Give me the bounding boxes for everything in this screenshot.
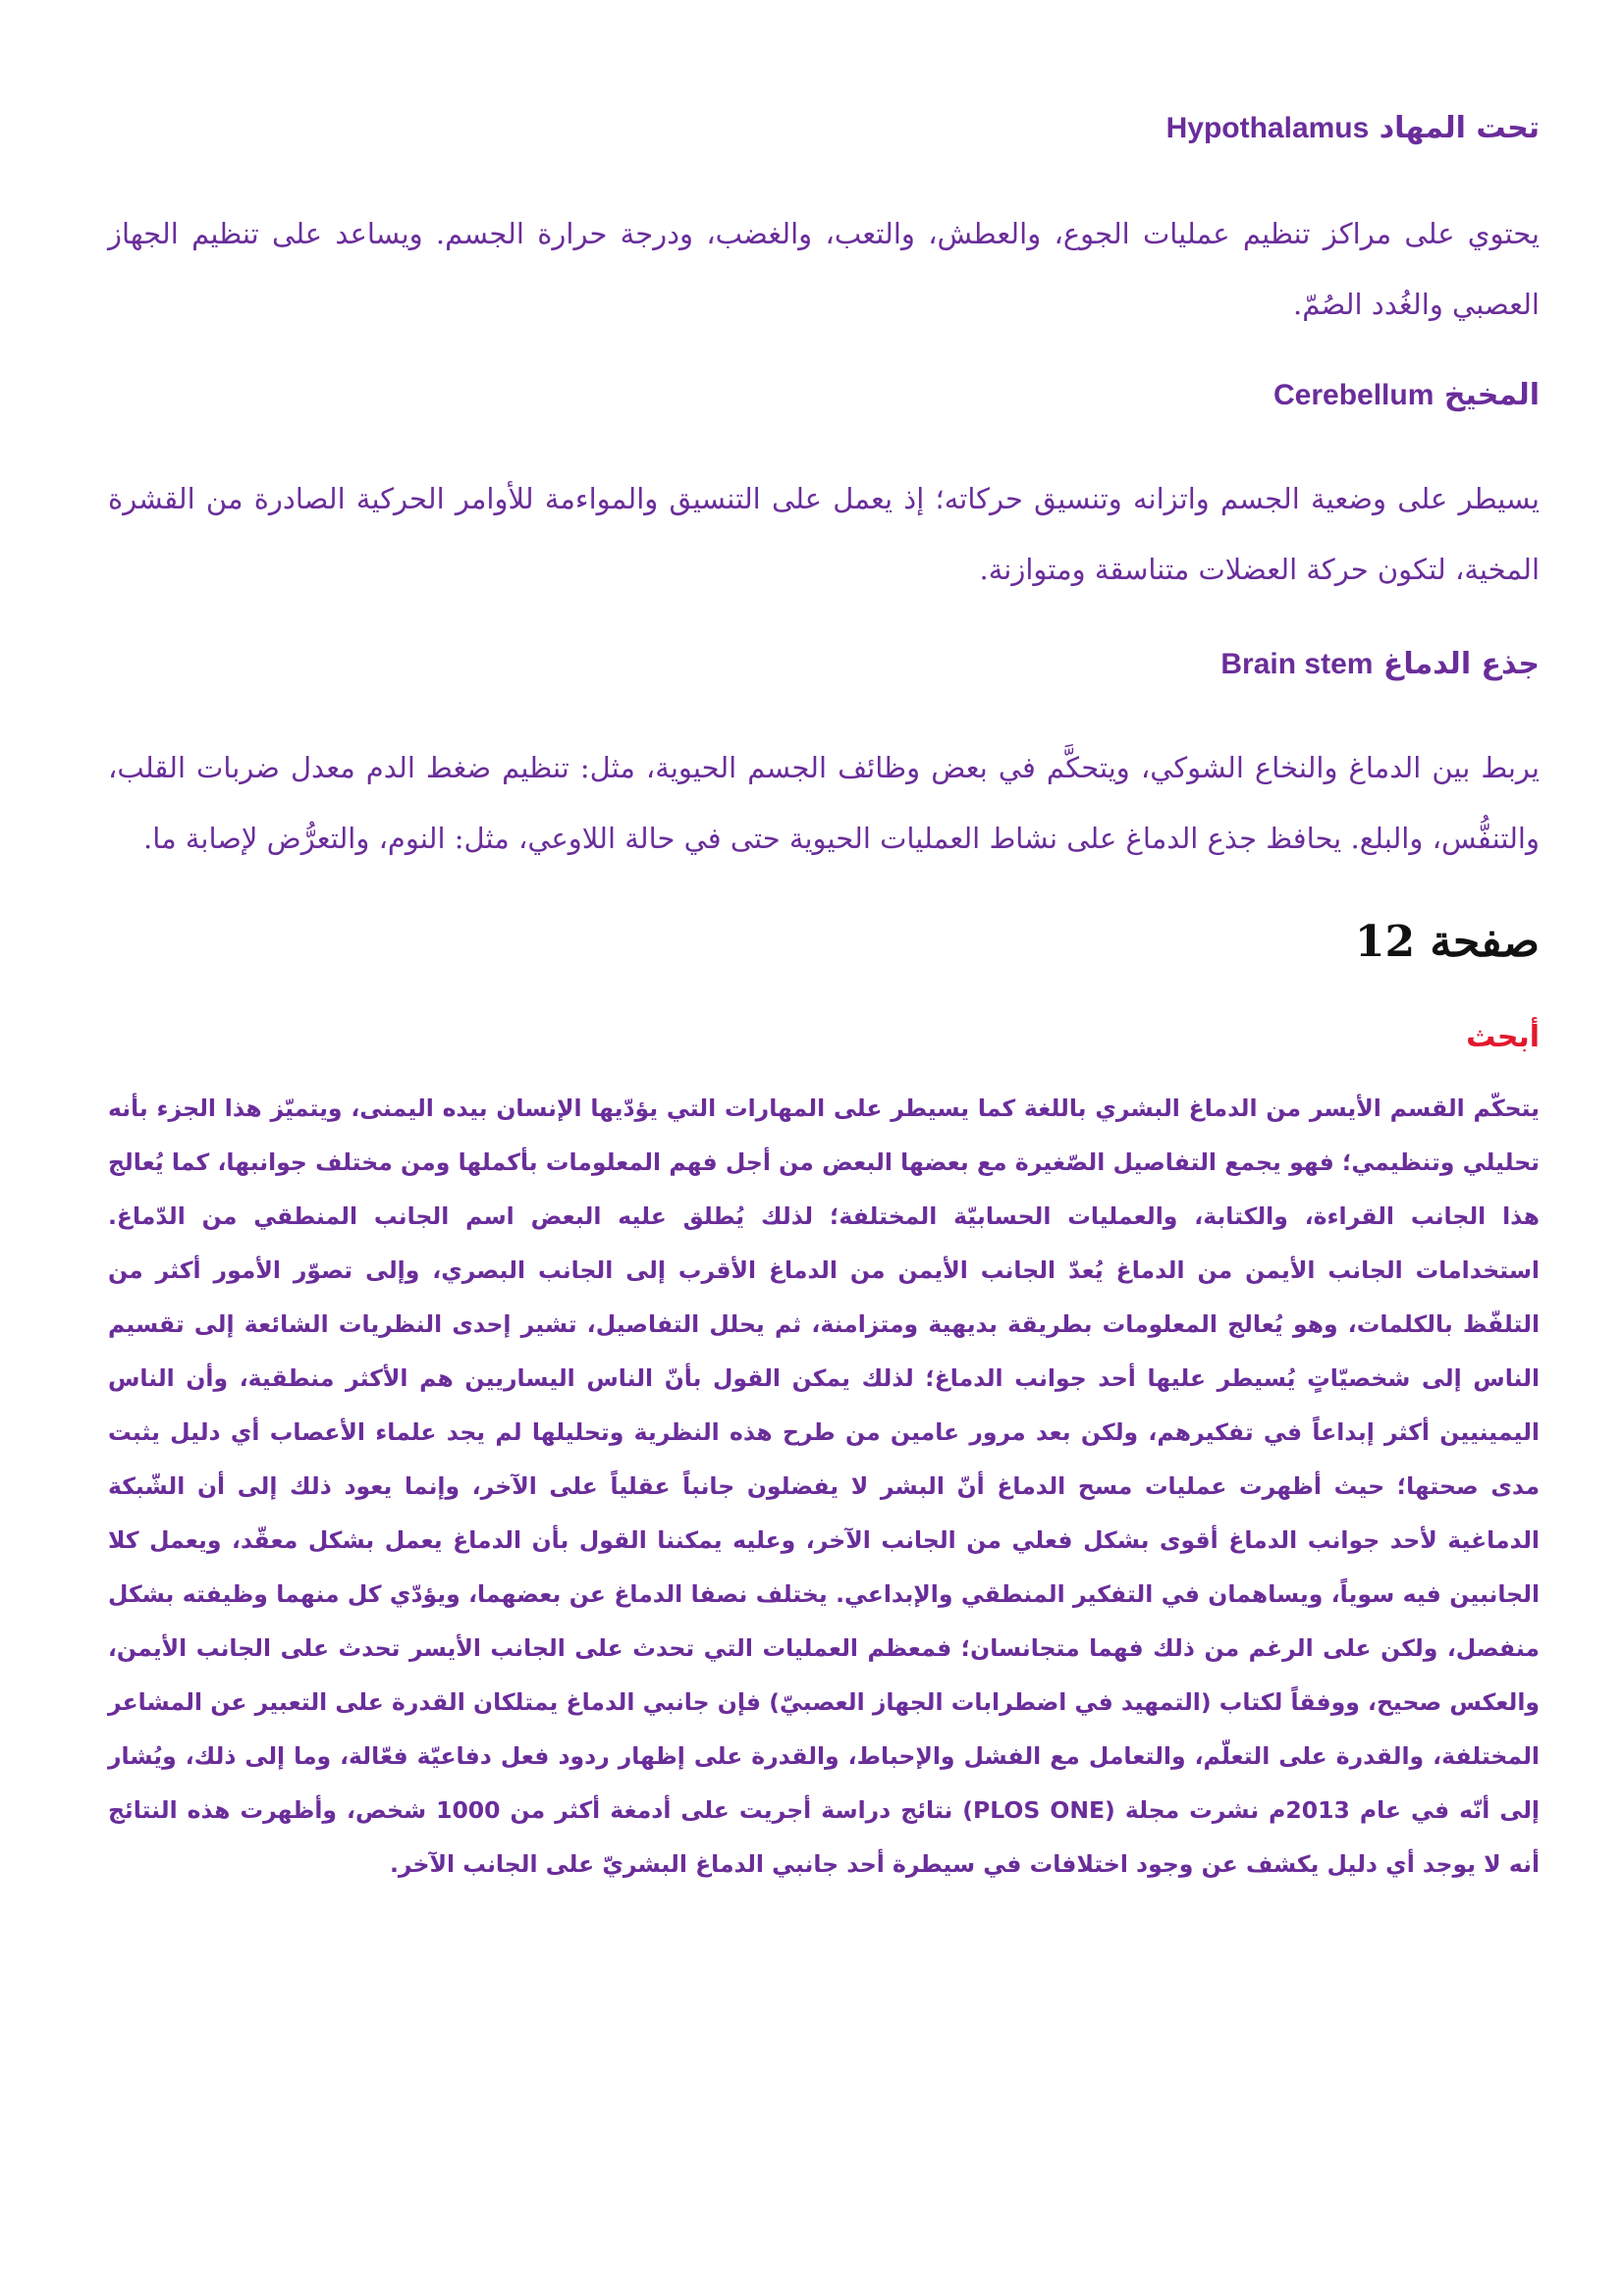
heading-english: Cerebellum [1273, 379, 1435, 411]
heading-english: Brain stem [1220, 648, 1374, 680]
research-body: يتحكّم القسم الأيسر من الدماغ البشري باللغة كما يسيطر على المهارات التي يؤدّيها الإنسان بيده اليمنى، ويتميّز هذا الجزء بأنه تحليلي وتنظيمي؛ فهو يجمع التفاصيل الصّغيرة مع بعضها البعض من أجل فهم المعلومات بأكملها ومن مختلف جوانبها، كما يُعالج هذا الجانب القراءة، والكتابة، والعمليات الحسابيّة المختلفة؛ لذلك يُطلق عليه البعض اسم الجانب المنطقي من الدّماغ. استخدامات الجانب الأيمن من الدماغ يُعدّ الجانب الأيمن من الدماغ الأقرب إلى الجانب البصري، وإلى تصوّر الأمور أكثر من التلفّظ بالكلمات، وهو يُعالج المعلومات بطريقة بديهية ومتزامنة، ثم يحلل التفاصيل، تشير إحدى النظريات الشائعة إلى تقسيم الناس إلى شخصيّاتٍ يُسيطر عليها أحد جوانب الدماغ؛ لذلك يمكن القول بأنّ الناس اليساريين هم الأكثر منطقية، وأن الناس اليمينيين أكثر إبداعاً في تفكيرهم، ولكن بعد مرور عامين من طرح هذه النظرية وتحليلها لم يجد علماء الأعصاب أي دليل يثبت مدى صحتها؛ حيث أظهرت عمليات مسح الدماغ أنّ البشر لا يفضلون جانباً عقلياً على الآخر، وإنما يعود ذلك إلى أن الشّبكة الدماغية لأحد جوانب الدماغ أقوى بشكل فعلي من الجانب الآخر، وعليه يمكننا القول بأن الدماغ يعمل بشكل معقّد، ويعمل كلا الجانبين فيه سوياً، ويساهمان في التفكير المنطقي والإبداعي. يختلف نصفا الدماغ عن بعضهما، ويؤدّي كل منهما وظيفته بشكل منفصل، ولكن على الرغم من ذلك فهما متجانسان؛ فمعظم العمليات التي تحدث على الجانب الأيسر تحدث على الجانب الأيمن، والعكس صحيح، ووفقاً لكتاب (التمهيد في اضطرابات الجهاز العصبيّ) فإن جانبي الدماغ يمتلكان القدرة على التعبير عن المشاعر المختلفة، والقدرة على التعلّم، والتعامل مع الفشل والإحباط، والقدرة على إظهار ردود فعل دفاعيّة فعّالة، وما إلى ذلك، ويُشار إلى أنّه في عام 2013م نشرت مجلة (PLOS ONE) نتائج دراسة أجريت على أدمغة أكثر من 1000 شخص، وأظهرت هذه النتائج أنه لا يوجد أي دليل يكشف عن وجود اختلافات في سيطرة أحد جانبي الدماغ البشريّ على الجانب الآخر. [108, 1095, 1540, 1878]
heading-english: Hypothalamus [1165, 112, 1370, 144]
heading-arabic: تحت المهاد [1379, 111, 1540, 145]
research-label: أبحث [1466, 1020, 1540, 1054]
section-body-hypothalamus: يحتوي على مراكز تنظيم عمليات الجوع، والعطش، والتعب، والغضب، ودرجة حرارة الجسم. ويساعد على تنظيم الجهاز العصبي والغُدد الصُمّ. [108, 217, 1540, 321]
section-heading-hypothalamus [108, 106, 1540, 151]
heading-arabic: جذع الدماغ [1382, 647, 1540, 681]
section-heading-cerebellum [108, 373, 1540, 418]
section-heading-brain-stem [108, 642, 1540, 687]
heading-arabic: المخيخ [1443, 378, 1540, 412]
section-body-cerebellum: يسيطر على وضعية الجسم واتزانه وتنسيق حركاته؛ إذ يعمل على التنسيق والمواءمة للأوامر الحركية الصادرة من القشرة المخية، لتكون حركة العضلات متناسقة ومتوازنة. [108, 482, 1540, 586]
section-body-brain-stem: يربط بين الدماغ والنخاع الشوكي، ويتحكَّم في بعض وظائف الجسم الحيوية، مثل: تنظيم ضغط الدم معدل ضربات القلب، والتنفُّس، والبلع. يحافظ جذع الدماغ على نشاط العمليات الحيوية حتى في حالة اللاوعي، مثل: النوم، والتعرُّض لإصابة ما. [108, 751, 1540, 855]
page-number-heading: صفحة 12 [1354, 917, 1540, 967]
